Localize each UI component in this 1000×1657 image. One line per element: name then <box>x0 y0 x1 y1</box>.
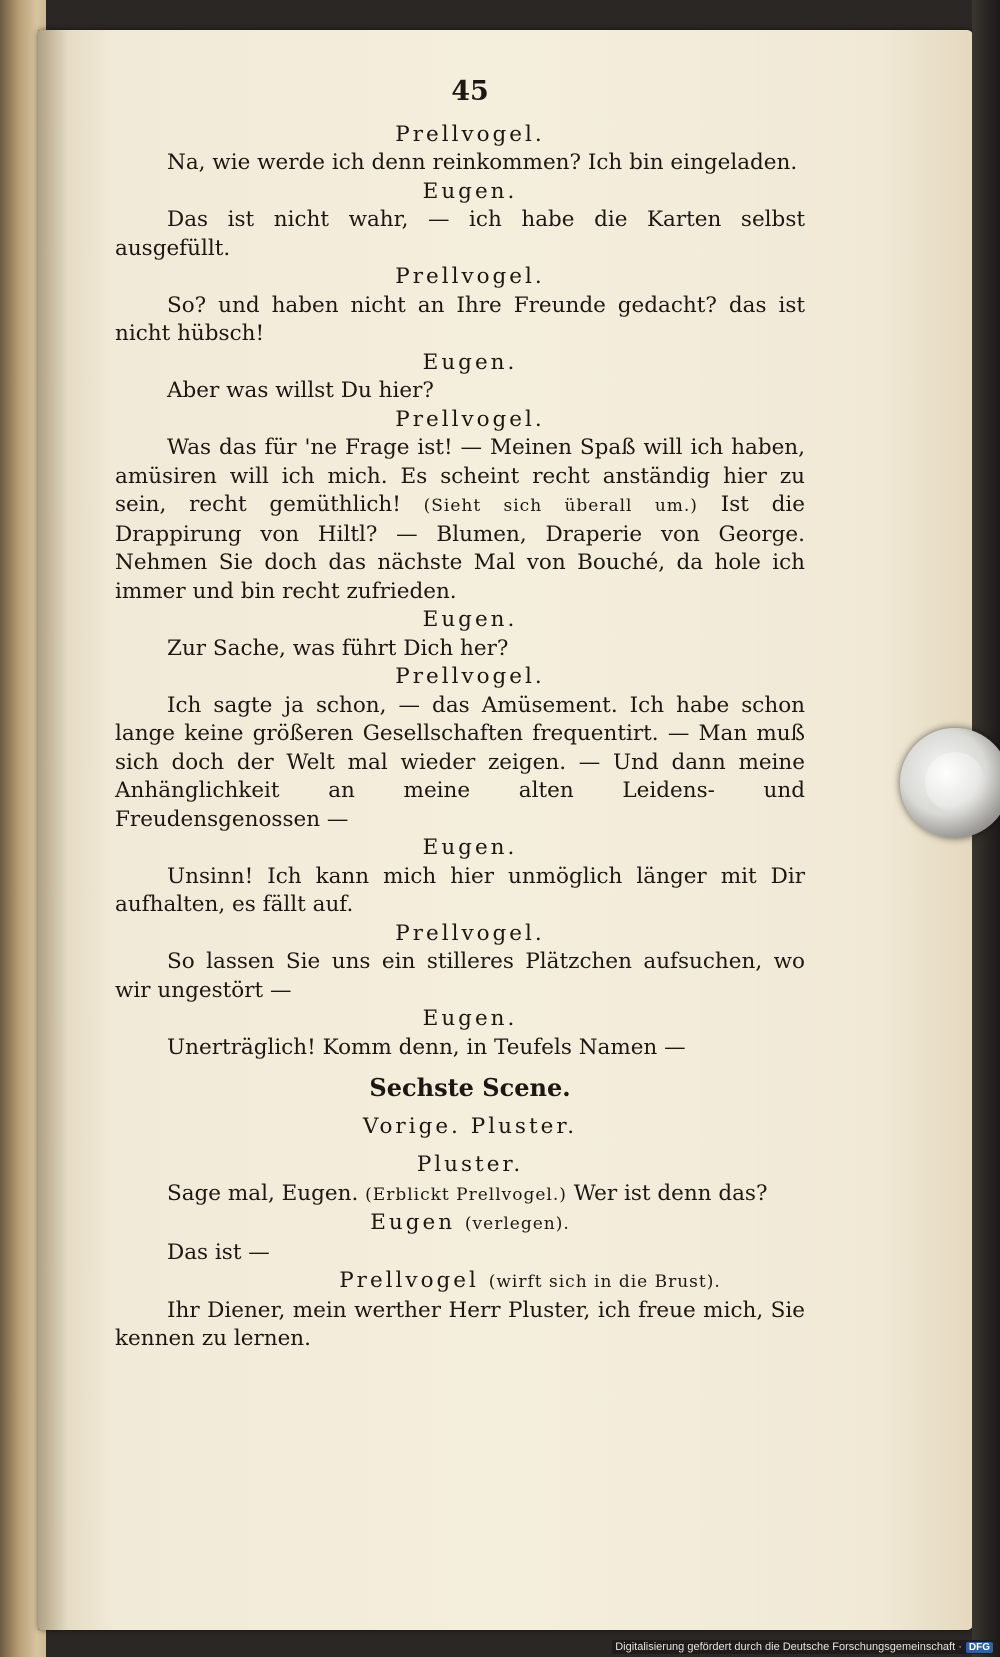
speech-text: Na, wie werde ich denn reinkommen? Ich bin eingeladen. <box>167 150 798 175</box>
speaker-label: Eugen. <box>422 349 518 375</box>
dfg-logo: DFG <box>966 1642 993 1653</box>
speaker-name <box>135 834 805 863</box>
speaker-label: Prellvogel. <box>395 406 545 432</box>
speech-line <box>115 863 805 920</box>
speech-line <box>115 377 805 406</box>
speaker-name <box>135 606 805 635</box>
speech-text: Zur Sache, was führt Dich her? <box>167 635 509 661</box>
speech-line <box>115 206 805 263</box>
speaker-label: Eugen <box>370 1210 456 1235</box>
speaker-label: Prellvogel. <box>395 121 545 147</box>
page-clip-highlight <box>925 752 985 812</box>
dialogue-part-1 <box>115 121 805 1063</box>
speech-line <box>115 1034 805 1063</box>
speaker-label: Prellvogel <box>339 1268 479 1293</box>
speech-text: Ihr Diener, mein werther Herr Pluster, ich freue mich, Sie kennen zu lernen. <box>115 1297 805 1351</box>
speech-text: Unerträglich! Komm denn, in Teufels Namen — <box>167 1034 686 1060</box>
speech-text: So? und haben nicht an Ihre Freunde gedacht? das ist nicht hübsch! <box>115 292 805 346</box>
speaker-label: Eugen. <box>422 607 518 632</box>
dialogue-part-2 <box>115 1151 805 1354</box>
speaker-name <box>135 178 805 207</box>
stage-direction: (wirft sich in die Brust). <box>488 1272 721 1292</box>
speech-line <box>115 692 805 835</box>
speaker-name <box>255 1267 805 1297</box>
speech-line <box>115 635 805 664</box>
speaker-name <box>135 406 805 435</box>
speech-text: Aber was willst Du hier? <box>167 378 434 403</box>
speaker-label: Pluster. <box>416 1152 524 1177</box>
speaker-name <box>135 349 805 378</box>
scene-persons: Vorige. Pluster. <box>362 1113 578 1139</box>
speaker-name <box>135 121 805 150</box>
speaker-label: Eugen. <box>422 1006 518 1031</box>
speech-line <box>115 948 805 1005</box>
speaker-name <box>135 263 805 292</box>
speaker-label: Eugen. <box>422 178 518 204</box>
stage-direction: (verlegen). <box>464 1214 570 1234</box>
speech-text: Sage mal, Eugen. <box>167 1180 359 1206</box>
credit-text: Digitalisierung gefördert durch die Deutsche Forschungsgemeinschaft · <box>615 1641 962 1653</box>
speaker-name <box>135 663 805 692</box>
speech-text: So lassen Sie uns ein stilleres Plätzchen aufsuchen, wo wir ungestört — <box>115 949 805 1003</box>
speech-text-continued: Ist die Drappirung von Hiltl? — Blumen, Draperie von George. Nehmen Sie doch das nächste Mal von Bouché, da hole ich immer und bin recht zufrieden. <box>115 492 805 604</box>
speaker-label: Eugen. <box>422 835 518 860</box>
speech-line <box>115 1297 805 1354</box>
gutter-shadow <box>38 30 68 1630</box>
speaker-name <box>135 1209 805 1239</box>
speaker-name <box>135 1005 805 1034</box>
speech-line <box>115 1180 805 1210</box>
speech-line <box>115 149 805 178</box>
page-text <box>115 78 805 1354</box>
speech-line <box>115 292 805 349</box>
speech-text: Was das für 'ne Frage ist! — Meinen Spaß will ich haben, amüsiren will ich mich. Es scheint recht anständig hier zu sein, recht gemüthlich! <box>115 435 805 517</box>
speaker-label: Prellvogel. <box>395 664 545 689</box>
speech-line <box>115 1239 805 1268</box>
speaker-name <box>135 1151 805 1180</box>
stage-direction: (Erblickt Prellvogel.) <box>365 1184 567 1205</box>
speech-text: Unsinn! Ich kann mich hier unmöglich länger mit Dir aufhalten, es fällt auf. <box>115 863 805 917</box>
speaker-name <box>135 920 805 949</box>
speaker-label: Prellvogel. <box>395 264 545 289</box>
speech-line <box>115 434 805 606</box>
speech-text-continued: Wer ist denn das? <box>573 1180 768 1206</box>
speech-text: Das ist — <box>167 1239 270 1265</box>
speech-text: Ich sagte ja schon, — das Amüsement. Ich habe schon lange keine größeren Gesellschaften frequentirt. — Man muß sich doch der Welt mal wieder zeigen. — Und dann meine Anhänglichkeit an meine alten Leidens- und Freudensgenossen — <box>115 692 805 832</box>
scene-title: Sechste Scene. <box>369 1073 571 1102</box>
stage-direction: (Sieht sich überall um.) <box>423 496 698 516</box>
page-number: 45 <box>451 76 489 107</box>
speech-text: Das ist nicht wahr, — ich habe die Karten selbst ausgefüllt. <box>115 207 805 261</box>
speaker-label: Prellvogel. <box>395 920 545 946</box>
digitization-credit <box>612 1640 996 1654</box>
